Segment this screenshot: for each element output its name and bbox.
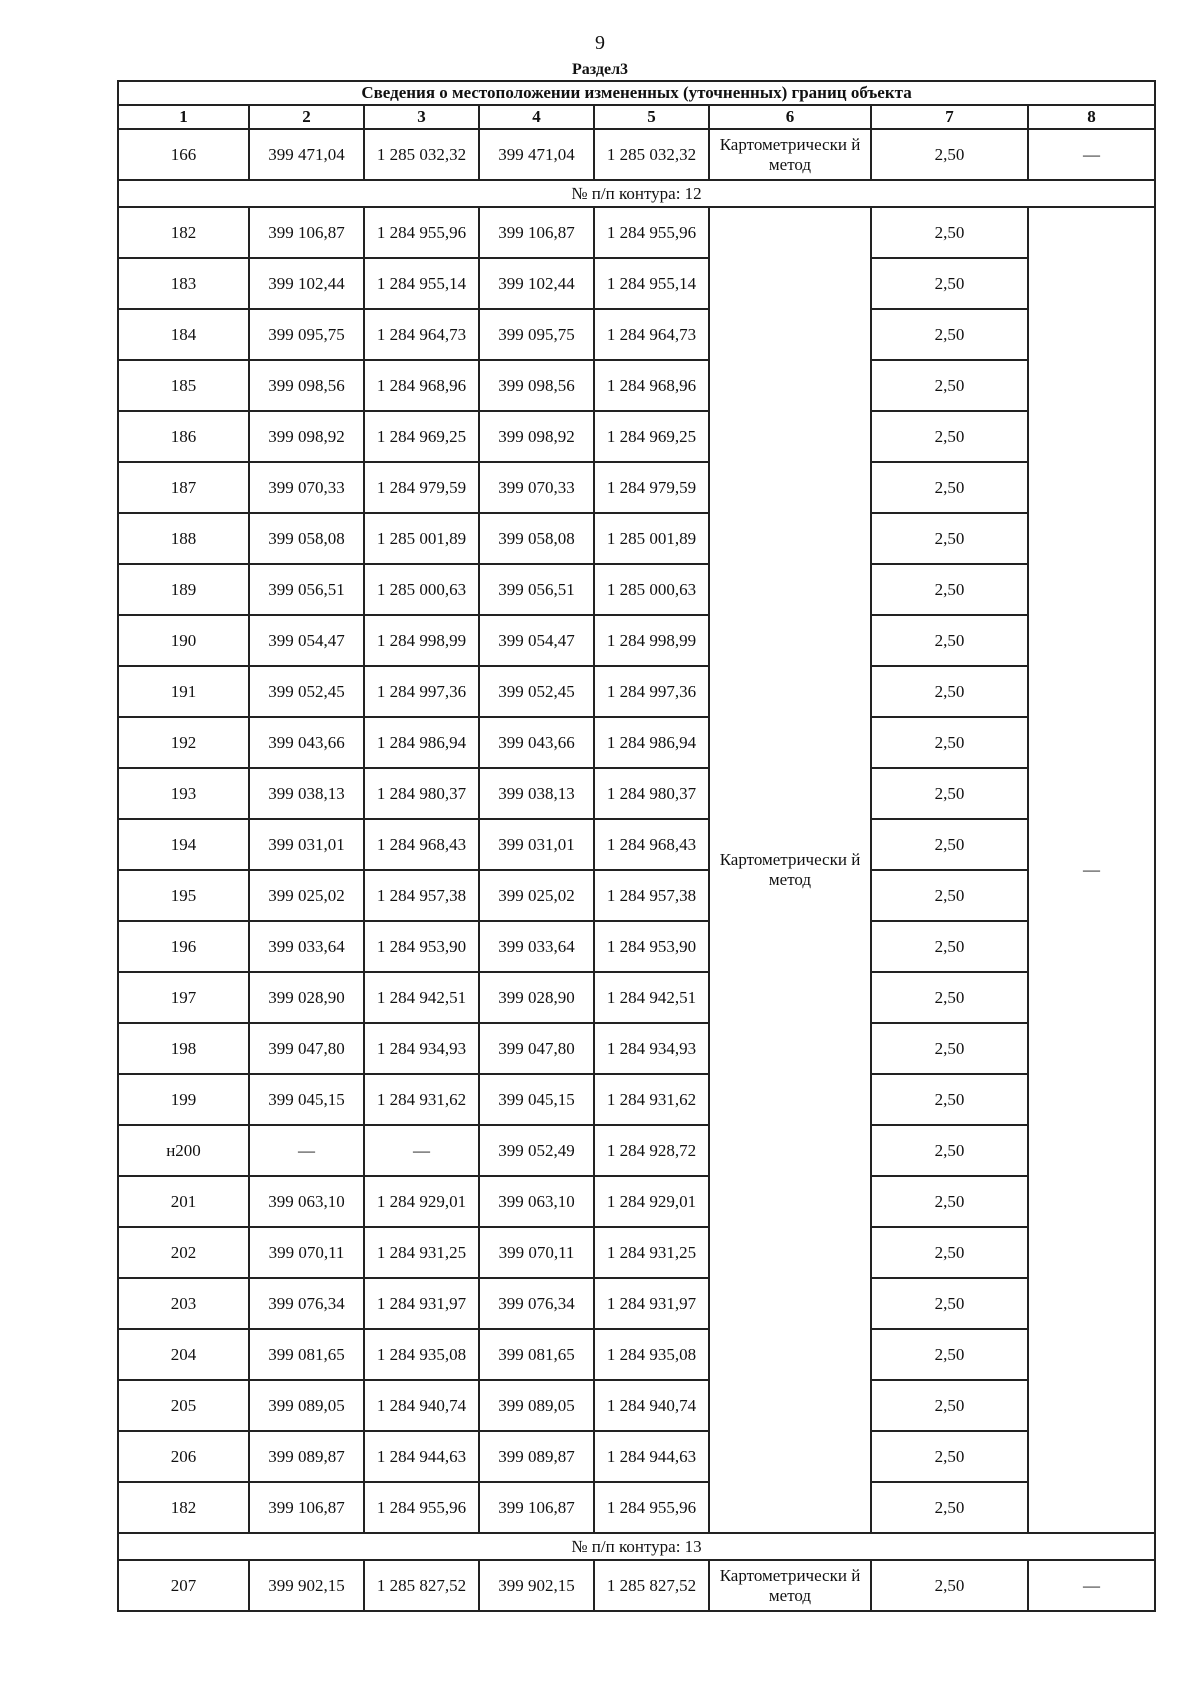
cell-c7: 2,50: [871, 1125, 1028, 1176]
cell-c7: 2,50: [871, 1380, 1028, 1431]
cell-c5: 1 284 934,93: [594, 1023, 709, 1074]
cell-c3: 1 284 980,37: [364, 768, 479, 819]
cell-c2: 399 058,08: [249, 513, 364, 564]
cell-c2: 399 031,01: [249, 819, 364, 870]
cell-c7: 2,50: [871, 129, 1028, 180]
cell-c5: 1 284 998,99: [594, 615, 709, 666]
cell-c1: 205: [118, 1380, 249, 1431]
cell-c5: 1 284 964,73: [594, 309, 709, 360]
cell-c4: 399 054,47: [479, 615, 594, 666]
cell-c1: 206: [118, 1431, 249, 1482]
column-header: 8: [1028, 105, 1155, 129]
cell-c1: 196: [118, 921, 249, 972]
cell-c1: 197: [118, 972, 249, 1023]
cell-c2: 399 102,44: [249, 258, 364, 309]
cell-c4: 399 038,13: [479, 768, 594, 819]
cell-c2: 399 045,15: [249, 1074, 364, 1125]
cell-c7: 2,50: [871, 1482, 1028, 1533]
cell-c7: 2,50: [871, 258, 1028, 309]
table-row: [118, 768, 1155, 819]
cell-c1: 193: [118, 768, 249, 819]
table-row: [118, 1176, 1155, 1227]
cell-c4: 399 076,34: [479, 1278, 594, 1329]
cell-c3: 1 284 931,25: [364, 1227, 479, 1278]
cell-c2: 399 471,04: [249, 129, 364, 180]
cell-c4: 399 052,45: [479, 666, 594, 717]
cell-c3: 1 284 955,96: [364, 207, 479, 258]
cell-c1: 182: [118, 207, 249, 258]
cell-c7: 2,50: [871, 819, 1028, 870]
cell-c2: 399 070,33: [249, 462, 364, 513]
column-header: 4: [479, 105, 594, 129]
cell-c3: 1 285 000,63: [364, 564, 479, 615]
cell-c3: 1 284 964,73: [364, 309, 479, 360]
cell-c1: 207: [118, 1560, 249, 1611]
cell-c5: 1 284 942,51: [594, 972, 709, 1023]
cell-c1: 201: [118, 1176, 249, 1227]
cell-c7: 2,50: [871, 666, 1028, 717]
cell-c3: 1 284 944,63: [364, 1431, 479, 1482]
contour-label: № п/п контура: 13: [118, 1533, 1155, 1560]
table-row: [118, 870, 1155, 921]
cell-c1: 183: [118, 258, 249, 309]
cell-c1: 191: [118, 666, 249, 717]
cell-c3: 1 284 998,99: [364, 615, 479, 666]
cell-c1: 198: [118, 1023, 249, 1074]
cell-c1: 189: [118, 564, 249, 615]
cell-c2: 399 038,13: [249, 768, 364, 819]
cell-c2: 399 098,92: [249, 411, 364, 462]
cell-c3: 1 284 979,59: [364, 462, 479, 513]
table-row: [118, 462, 1155, 513]
cell-c4: 399 106,87: [479, 207, 594, 258]
cell-c4: 399 081,65: [479, 1329, 594, 1380]
cell-c4: 399 902,15: [479, 1560, 594, 1611]
cell-c5: 1 284 997,36: [594, 666, 709, 717]
cell-c3: 1 284 934,93: [364, 1023, 479, 1074]
table-row: [118, 360, 1155, 411]
table-row: [118, 1227, 1155, 1278]
cell-c3: 1 284 955,14: [364, 258, 479, 309]
column-header: 5: [594, 105, 709, 129]
cell-c2: 399 047,80: [249, 1023, 364, 1074]
cell-c8: —: [1028, 129, 1155, 180]
cell-c5: 1 284 928,72: [594, 1125, 709, 1176]
cell-c4: 399 063,10: [479, 1176, 594, 1227]
cell-c3: 1 284 953,90: [364, 921, 479, 972]
table-row: [118, 1482, 1155, 1533]
table-row: [118, 309, 1155, 360]
cell-c7: 2,50: [871, 411, 1028, 462]
cell-c7: 2,50: [871, 564, 1028, 615]
cell-c3: 1 284 997,36: [364, 666, 479, 717]
cell-c1: 187: [118, 462, 249, 513]
cell-c5: 1 284 957,38: [594, 870, 709, 921]
cell-c7: 2,50: [871, 1278, 1028, 1329]
cell-c7: 2,50: [871, 717, 1028, 768]
cell-c3: 1 284 931,97: [364, 1278, 479, 1329]
cell-c3: 1 285 001,89: [364, 513, 479, 564]
cell-c1: н200: [118, 1125, 249, 1176]
cell-c4: 399 098,92: [479, 411, 594, 462]
cell-c3: 1 284 942,51: [364, 972, 479, 1023]
cell-c1: 188: [118, 513, 249, 564]
cell-c8: —: [1028, 1560, 1155, 1611]
cell-c4: 399 033,64: [479, 921, 594, 972]
cell-c4: 399 045,15: [479, 1074, 594, 1125]
cell-c7: 2,50: [871, 870, 1028, 921]
cell-c3: 1 284 968,96: [364, 360, 479, 411]
table-row: [118, 717, 1155, 768]
cell-c5: 1 284 968,43: [594, 819, 709, 870]
cell-c7: 2,50: [871, 615, 1028, 666]
cell-c4: 399 089,87: [479, 1431, 594, 1482]
cell-c2: 399 076,34: [249, 1278, 364, 1329]
cell-c7: 2,50: [871, 921, 1028, 972]
cell-c2: 399 089,87: [249, 1431, 364, 1482]
cell-c3: 1 285 032,32: [364, 129, 479, 180]
cell-c7: 2,50: [871, 1176, 1028, 1227]
cell-c1: 186: [118, 411, 249, 462]
cell-c2: 399 033,64: [249, 921, 364, 972]
cell-c1: 195: [118, 870, 249, 921]
cell-c5: 1 284 944,63: [594, 1431, 709, 1482]
cell-c5: 1 285 032,32: [594, 129, 709, 180]
cell-c2: 399 902,15: [249, 1560, 364, 1611]
cell-c3: 1 284 935,08: [364, 1329, 479, 1380]
cell-c5: 1 284 953,90: [594, 921, 709, 972]
cell-c5: 1 284 935,08: [594, 1329, 709, 1380]
cell-c4: 399 106,87: [479, 1482, 594, 1533]
table-caption: Сведения о местоположении измененных (уточненных) границ объекта: [118, 81, 1155, 105]
cell-c5: 1 284 968,96: [594, 360, 709, 411]
cell-c5: 1 284 955,96: [594, 207, 709, 258]
cell-c4: 399 031,01: [479, 819, 594, 870]
cell-c3: 1 284 957,38: [364, 870, 479, 921]
cell-c3: 1 284 955,96: [364, 1482, 479, 1533]
cell-c4: 399 043,66: [479, 717, 594, 768]
cell-c2: 399 025,02: [249, 870, 364, 921]
table-row: [118, 1023, 1155, 1074]
cell-c5: 1 284 931,62: [594, 1074, 709, 1125]
table-row: [118, 1329, 1155, 1380]
table-row: [118, 615, 1155, 666]
cell-c5: 1 284 979,59: [594, 462, 709, 513]
cell-c5: 1 284 980,37: [594, 768, 709, 819]
column-header: 7: [871, 105, 1028, 129]
cell-c2: 399 063,10: [249, 1176, 364, 1227]
cell-c1: 185: [118, 360, 249, 411]
cell-c3: 1 284 969,25: [364, 411, 479, 462]
cell-c7: 2,50: [871, 1023, 1028, 1074]
cell-c7: 2,50: [871, 1431, 1028, 1482]
cell-c5: 1 284 929,01: [594, 1176, 709, 1227]
cell-c2: 399 052,45: [249, 666, 364, 717]
table-row: [118, 1431, 1155, 1482]
cell-c1: 204: [118, 1329, 249, 1380]
cell-c1: 202: [118, 1227, 249, 1278]
cell-c3: 1 284 968,43: [364, 819, 479, 870]
table-row: [118, 819, 1155, 870]
cell-c2: 399 106,87: [249, 1482, 364, 1533]
column-header: 3: [364, 105, 479, 129]
cell-c7: 2,50: [871, 513, 1028, 564]
cell-c4: 399 047,80: [479, 1023, 594, 1074]
table-row: [118, 564, 1155, 615]
table-row: [118, 1380, 1155, 1431]
cell-c1: 192: [118, 717, 249, 768]
cell-c5: 1 284 940,74: [594, 1380, 709, 1431]
cell-c5: 1 284 986,94: [594, 717, 709, 768]
cell-c7: 2,50: [871, 1074, 1028, 1125]
table-row: [118, 129, 1155, 180]
cell-c5: 1 285 827,52: [594, 1560, 709, 1611]
table-row: [118, 411, 1155, 462]
cell-c4: 399 102,44: [479, 258, 594, 309]
cell-c2: 399 095,75: [249, 309, 364, 360]
cell-c2: —: [249, 1125, 364, 1176]
method-cell: Картометрически й метод: [709, 1560, 871, 1611]
cell-c5: 1 284 931,97: [594, 1278, 709, 1329]
cell-c1: 199: [118, 1074, 249, 1125]
cell-c7: 2,50: [871, 972, 1028, 1023]
contour-row: [118, 1533, 1155, 1560]
method-cell: Картометрически й метод: [709, 129, 871, 180]
table-row: [118, 513, 1155, 564]
cell-c7: 2,50: [871, 207, 1028, 258]
cell-c4: 399 028,90: [479, 972, 594, 1023]
cell-c3: 1 285 827,52: [364, 1560, 479, 1611]
cell-c5: 1 284 955,14: [594, 258, 709, 309]
column-header: 2: [249, 105, 364, 129]
cell-c4: 399 058,08: [479, 513, 594, 564]
cell-c2: 399 081,65: [249, 1329, 364, 1380]
page-number: 9: [595, 32, 605, 54]
cell-c2: 399 089,05: [249, 1380, 364, 1431]
contour-label: № п/п контура: 12: [118, 180, 1155, 207]
cell-c7: 2,50: [871, 768, 1028, 819]
cell-c5: 1 285 000,63: [594, 564, 709, 615]
cell-c2: 399 098,56: [249, 360, 364, 411]
section-label: Раздел3: [571, 61, 629, 78]
cell-c1: 194: [118, 819, 249, 870]
table-row: [118, 1074, 1155, 1125]
cell-c4: 399 070,33: [479, 462, 594, 513]
cell-c1: 184: [118, 309, 249, 360]
table-row: [118, 1278, 1155, 1329]
cell-c4: 399 052,49: [479, 1125, 594, 1176]
method-cell: Картометрически й метод: [709, 207, 871, 1533]
cell-c7: 2,50: [871, 462, 1028, 513]
cell-c1: 203: [118, 1278, 249, 1329]
cell-c7: 2,50: [871, 1329, 1028, 1380]
table-row: [118, 921, 1155, 972]
table-row: [118, 207, 1155, 258]
cell-c3: 1 284 931,62: [364, 1074, 479, 1125]
column-header: 6: [709, 105, 871, 129]
cell-c4: 399 056,51: [479, 564, 594, 615]
table-row: [118, 1125, 1155, 1176]
cell-c4: 399 070,11: [479, 1227, 594, 1278]
contour-row: [118, 180, 1155, 207]
cell-c3: 1 284 986,94: [364, 717, 479, 768]
cell-c3: 1 284 929,01: [364, 1176, 479, 1227]
cell-c4: 399 095,75: [479, 309, 594, 360]
column-header-row: [118, 105, 1155, 129]
cell-c3: 1 284 940,74: [364, 1380, 479, 1431]
cell-c5: 1 284 931,25: [594, 1227, 709, 1278]
cell-c1: 182: [118, 1482, 249, 1533]
cell-c7: 2,50: [871, 1227, 1028, 1278]
cell-c2: 399 028,90: [249, 972, 364, 1023]
table-row: [118, 1560, 1155, 1611]
cell-c3: —: [364, 1125, 479, 1176]
cell-c5: 1 284 955,96: [594, 1482, 709, 1533]
cell-c4: 399 098,56: [479, 360, 594, 411]
cell-c2: 399 070,11: [249, 1227, 364, 1278]
table-caption-row: [118, 81, 1155, 105]
column-header: 1: [118, 105, 249, 129]
cell-c1: 190: [118, 615, 249, 666]
cell-c2: 399 056,51: [249, 564, 364, 615]
cell-c2: 399 054,47: [249, 615, 364, 666]
cell-c4: 399 089,05: [479, 1380, 594, 1431]
cell-c5: 1 285 001,89: [594, 513, 709, 564]
cell-c2: 399 043,66: [249, 717, 364, 768]
cell-c8: —: [1028, 207, 1155, 1533]
cell-c5: 1 284 969,25: [594, 411, 709, 462]
boundary-table: [117, 80, 1156, 1612]
cell-c2: 399 106,87: [249, 207, 364, 258]
cell-c7: 2,50: [871, 1560, 1028, 1611]
cell-c7: 2,50: [871, 360, 1028, 411]
table-row: [118, 258, 1155, 309]
table-row: [118, 972, 1155, 1023]
table-row: [118, 666, 1155, 717]
cell-c4: 399 471,04: [479, 129, 594, 180]
cell-c7: 2,50: [871, 309, 1028, 360]
cell-c1: 166: [118, 129, 249, 180]
cell-c4: 399 025,02: [479, 870, 594, 921]
